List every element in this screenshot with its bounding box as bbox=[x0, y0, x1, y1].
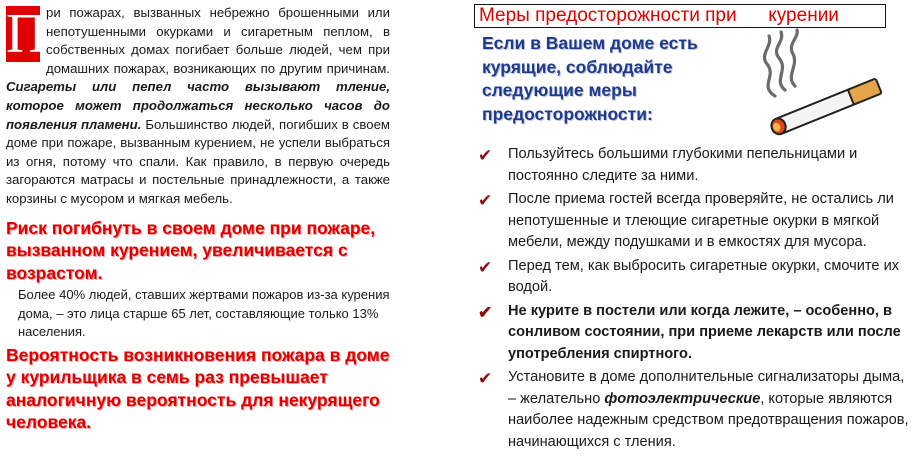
probability-heading: Вероятность возникновения пожара в доме у курильщика в семь раз превышает аналогичную вероятность для некурящего человека. bbox=[6, 344, 390, 433]
smoke-icon bbox=[764, 30, 797, 96]
list-item: ✔ После приема гостей всегда проверяйте, не остались ли непотушенные и тлеющие сигаретные окурки в мягкой мебели, между подушками и в емкостях для мусора. bbox=[478, 191, 894, 250]
intro-bold-text: Сигареты или пепел часто вызывают тление, которое может продолжаться несколько часов до появления пламени. bbox=[6, 79, 390, 132]
intro-text-1: ри пожарах, вызванных небрежно брошенными или непотушенными окурками и сигаретным пеплом, в собственных домах погибает больше людей, чем при домашних пожарах, возникающих по другим причинам. bbox=[46, 5, 390, 76]
check-icon: ✔ bbox=[478, 146, 493, 165]
check-icon: ✔ bbox=[478, 302, 493, 322]
cigarette-icon bbox=[749, 28, 899, 138]
check-icon: ✔ bbox=[478, 369, 493, 388]
check-icon: ✔ bbox=[478, 191, 493, 210]
list-item: ✔ Установите в доме дополнительные сигнализаторы дыма, – желательно фотоэлектрические, которые являются наиболее надежным средством предотвращения пожаров, начинающихся с тления. bbox=[478, 369, 909, 450]
intro-paragraph bbox=[6, 4, 390, 209]
list-item: ✔ Не курите в постели или когда лежите, – особенно, в сонливом состоянии, при приеме лекарств или после употребления спиртного. bbox=[478, 302, 901, 362]
intro-text-2: Большинство людей, погибших в своем доме при пожаре, вызванным курением, не успели выбраться из огня, потому что спали. Как правило, в первую очередь загораются матрасы и постельные принадлежности, а также корзины с мусором и мягкая мебель. bbox=[6, 116, 390, 206]
risk-body: Более 40% людей, ставших жертвами пожаров из-за курения дома, – это лица старше 65 лет, составляющие только 13% населения. bbox=[18, 287, 390, 340]
left-column bbox=[6, 4, 390, 434]
drop-cap: П bbox=[6, 3, 47, 65]
subtitle: Если в Вашем доме есть курящие, соблюдайте следующие меры предосторожности: bbox=[482, 33, 698, 124]
list-item: ✔ Перед тем, как выбросить сигаретные окурки, смочите их водой. bbox=[478, 257, 900, 295]
section-title: Меры предосторожности при курении bbox=[474, 4, 886, 28]
risk-heading: Риск погибнуть в своем доме при пожаре, вызванном курением, увеличивается с возрастом. bbox=[6, 217, 376, 283]
check-icon: ✔ bbox=[478, 257, 493, 277]
right-column bbox=[474, 4, 914, 450]
precautions-list bbox=[474, 144, 914, 455]
list-item: ✔ Пользуйтесь большими глубокими пепельницами и постоянно следите за ними. bbox=[478, 146, 858, 184]
